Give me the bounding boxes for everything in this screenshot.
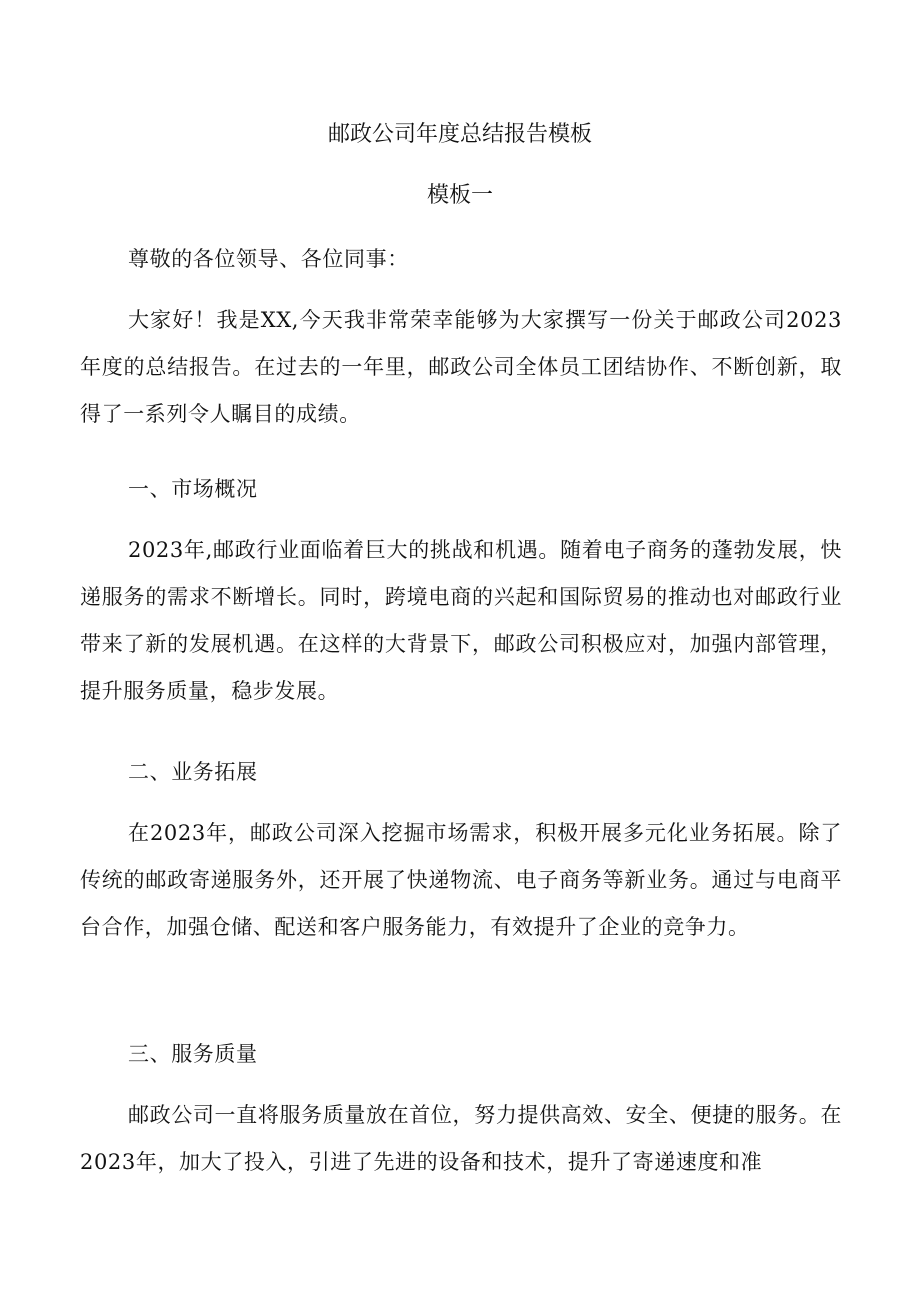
section-paragraph-service: 邮政公司一直将服务质量放在首位，努力提供高效、安全、便捷的服务。在2023年，加大了投入，引进了先进的设备和技术，提升了寄递速度和准 xyxy=(80,1103,842,1174)
document-subtitle: 模板一 xyxy=(426,183,493,208)
section-heading-service: 三、服务质量 xyxy=(128,1042,258,1066)
document-title: 邮政公司年度总结报告模板 xyxy=(327,122,592,147)
section-heading-market: 一、市场概况 xyxy=(128,477,258,501)
greeting-line: 尊敬的各位领导、各位同事： xyxy=(128,247,409,271)
intro-paragraph: 大家好！我是XX,今天我非常荣幸能够为大家撰写一份关于邮政公司2023年度的总结报告。在过去的一年里，邮政公司全体员工团结协作、不断创新，取得了一系列令人瞩目的成绩。 xyxy=(80,308,842,426)
section-paragraph-market: 2023年,邮政行业面临着巨大的挑战和机遇。随着电子商务的蓬勃发展，快递服务的需求不断增长。同时，跨境电商的兴起和国际贸易的推动也对邮政行业带来了新的发展机遇。在这样的大背景下，邮政公司积极应对，加强内部管理，提升服务质量，稳步发展。 xyxy=(80,538,842,703)
section-paragraph-business: 在2023年，邮政公司深入挖掘市场需求，积极开展多元化业务拓展。除了传统的邮政寄递服务外，还开展了快递物流、电子商务等新业务。通过与电商平台合作，加强仓储、配送和客户服务能力，有效提升了企业的竞争力。 xyxy=(80,821,842,939)
section-heading-business: 二、业务拓展 xyxy=(128,760,258,784)
